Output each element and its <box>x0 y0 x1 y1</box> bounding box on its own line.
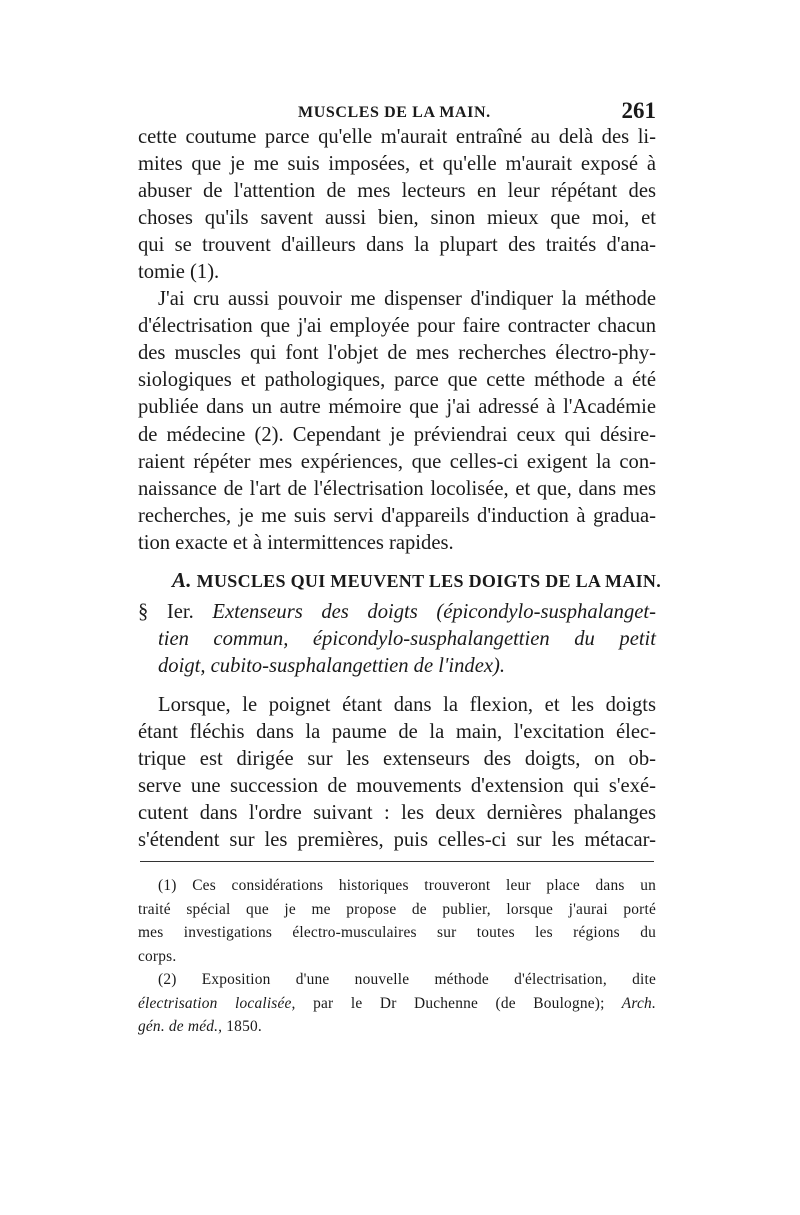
text-line: recherches, je me suis servi d'appareils d'induction à gradua- <box>138 504 656 527</box>
text-line: trique est dirigée sur les extenseurs des doigts, on ob- <box>138 747 656 770</box>
footnote-2 <box>138 968 656 1039</box>
text-line: serve une succession de mouvements d'extension qui s'exé- <box>138 775 656 798</box>
section-title: MUSCLES QUI MEUVENT LES DOIGTS DE LA MAIN. <box>196 570 662 591</box>
footnote-text: 1850. <box>222 1018 262 1035</box>
text-line: de médecine (2). Cependant je préviendrai ceux qui désire- <box>138 423 656 446</box>
text-line: d'électrisation que j'ai employée pour faire contracter chacun <box>138 315 656 338</box>
subsection-number: § Ier. <box>138 600 194 623</box>
text-line: choses qu'ils savent aussi bien, sinon mieux que moi, et <box>138 207 656 230</box>
subsection-title-line: doigt, cubito-susphalangettien de l'index). <box>158 654 505 677</box>
text-line: naissance de l'art de l'électrisation locolisée, et que, dans mes <box>138 477 656 500</box>
footnote-line <box>138 1015 656 1039</box>
subsection-title-line: tien commun, épicondylo-susphalangettien du petit <box>158 627 656 650</box>
section-letter: A. <box>172 567 192 592</box>
running-title: MUSCLES DE LA MAIN. <box>298 104 491 121</box>
text-line: tomie (1). <box>138 261 220 284</box>
text-line: étant fléchis dans la paume de la main, l'excitation élec- <box>138 720 656 743</box>
footnote-line <box>138 992 656 1016</box>
subsection-title <box>138 599 656 680</box>
footnote-line: (2) Exposition d'une nouvelle méthode d'électrisation, dite <box>158 971 656 988</box>
text-line: siologiques et pathologiques, parce que cette méthode a été <box>138 369 656 392</box>
text-line: des muscles qui font l'objet de mes recherches électro-phy- <box>138 342 656 365</box>
footnote-line: (1) Ces considérations historiques trouveront leur place dans un <box>158 877 656 894</box>
footnote-italic: électrisation localisée, <box>138 994 296 1012</box>
text-line: abuser de l'attention de mes lecteurs en leur répétant des <box>138 180 656 203</box>
text-line: Lorsque, le poignet étant dans la flexion, et les doigts <box>158 693 656 716</box>
section-heading <box>138 567 662 595</box>
footnote-line: traité spécial que je me propose de publier, lorsque j'aurai porté <box>138 900 656 918</box>
footnotes <box>138 874 656 1039</box>
text-line: raient répéter mes expériences, que celles-ci exigent la con- <box>138 450 656 473</box>
footnote-line: mes investigations électro-musculaires sur toutes les régions du <box>138 924 656 941</box>
footnote-1 <box>138 874 656 968</box>
text-line: publiée dans un autre mémoire que j'ai adressé à l'Académie <box>138 396 656 419</box>
text-line: J'ai cru aussi pouvoir me dispenser d'indiquer la méthode <box>158 288 656 311</box>
text-line: cutent dans l'ordre suivant : les deux dernières phalanges <box>138 802 656 825</box>
text-line: mites que je me suis imposées, et qu'elle m'aurait exposé à <box>138 153 656 176</box>
text-line: s'étendent sur les premières, puis celles-ci sur les métacar- <box>138 829 656 852</box>
page-number: 261 <box>621 98 656 123</box>
footnote-line: corps. <box>138 947 177 965</box>
subsection-title-line: Extenseurs des doigts (épicondylo-susphalanget- <box>212 600 656 623</box>
text-line: qui se trouvent d'ailleurs dans la plupart des traités d'ana- <box>138 234 656 257</box>
body-text <box>138 124 662 854</box>
paragraph-electrisation <box>138 286 656 556</box>
footnote-italic: Arch. <box>604 994 656 1012</box>
text-line: tion exacte et à intermittences rapides. <box>138 531 454 554</box>
text-line: cette coutume parce qu'elle m'aurait entraîné au delà des li- <box>138 126 656 148</box>
footnote-italic: gén. de méd., <box>138 1018 223 1035</box>
footnote-rule <box>140 861 654 862</box>
paragraph-extension <box>138 692 656 854</box>
paragraph-continuation <box>138 124 656 286</box>
running-head <box>138 98 656 126</box>
footnote-text: par le Dr Duchenne (de Boulogne); <box>295 994 605 1012</box>
